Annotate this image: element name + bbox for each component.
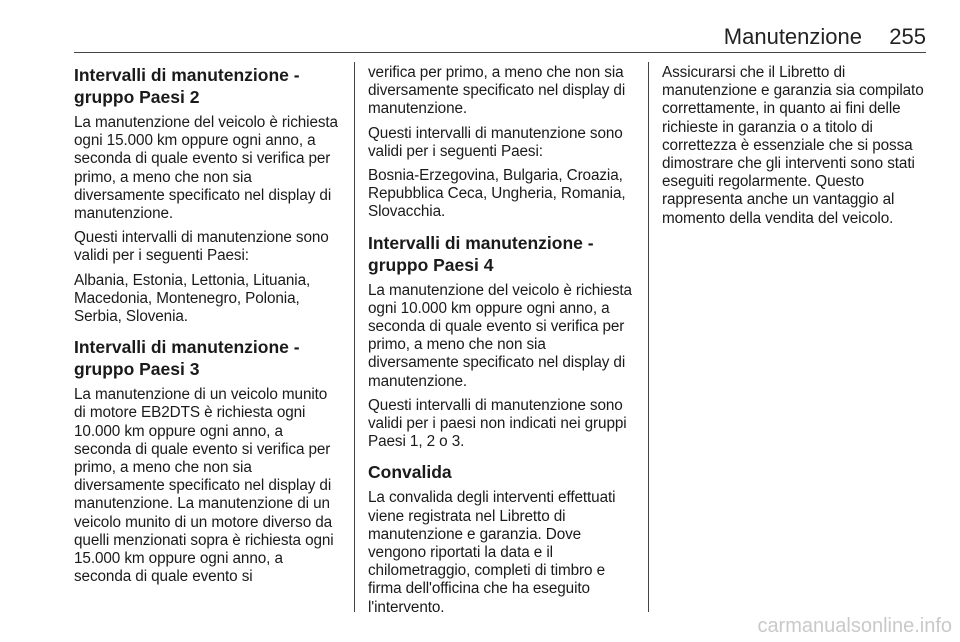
paragraph: La manutenzione del veicolo è richiesta ogni 15.000 km oppure ogni anno, a seconda di quale evento si verifica per primo, a meno che non sia diversamente specificato nel display di manutenzione. bbox=[74, 114, 338, 223]
paragraph: Questi intervalli di manutenzione sono validi per i paesi non indicati nei gruppi Paesi 1, 2 o 3. bbox=[368, 396, 627, 451]
paragraph: verifica per primo, a meno che non sia diversamente specificato nel display di manutenzione. bbox=[368, 64, 626, 118]
watermark: carmanualsonline.info bbox=[757, 615, 952, 637]
heading-gruppo-paesi-2: Intervalli di manutenzione - gruppo Paesi 2 bbox=[74, 65, 300, 107]
page-header bbox=[74, 24, 926, 53]
column-1 bbox=[74, 64, 342, 592]
section-title: Manutenzione bbox=[723, 24, 862, 49]
paragraph: Albania, Estonia, Lettonia, Lituania, Macedonia, Montenegro, Polonia, Serbia, Slovenia. bbox=[74, 271, 311, 326]
column-3 bbox=[662, 64, 930, 234]
paragraph: Questi intervalli di manutenzione sono validi per i seguenti Paesi: bbox=[368, 124, 623, 160]
paragraph: La convalida degli interventi effettuati viene registrata nel Libretto di manutenzione e garanzia. Dove vengono riportati la data e il chilometraggio, completi di timbro e firma dell'officina che ha eseguito l'intervento. bbox=[368, 489, 616, 616]
column-divider bbox=[648, 62, 649, 612]
heading-gruppo-paesi-3: Intervalli di manutenzione - gruppo Paesi 3 bbox=[74, 337, 300, 380]
heading-convalida: Convalida bbox=[368, 462, 452, 483]
paragraph: La manutenzione del veicolo è richiesta ogni 10.000 km oppure ogni anno, a seconda di quale evento si verifica per primo, a meno che non sia diversamente specificato nel display di manutenzione. bbox=[368, 281, 632, 390]
paragraph: La manutenzione di un veicolo munito di motore EB2DTS è richiesta ogni 10.000 km oppure ogni anno, a seconda di quale evento si verifica per primo, a meno che non sia diversamente specificato nel display di manutenzione. La manutenzione di un veicolo munito di un motore diverso da quelli menzionati sopra è richiesta ogni 15.000 km oppure ogni anno, a seconda di quale evento si bbox=[74, 386, 334, 586]
paragraph: Assicurarsi che il Libretto di manutenzione e garanzia sia compilato correttamente, in quanto ai fini delle richieste in garanzia o a titolo di correttezza è essenziale che si possa dimostrare che gli interventi sono stati eseguiti regolarmente. Questo rappresenta anche un vantaggio al momento della vendita del veicolo. bbox=[662, 64, 924, 227]
column-2 bbox=[368, 64, 636, 623]
paragraph: Bosnia-Erzegovina, Bulgaria, Croazia, Repubblica Ceca, Ungheria, Romania, Slovacchia. bbox=[368, 167, 626, 221]
page-number: 255 bbox=[889, 24, 926, 49]
column-divider bbox=[354, 62, 355, 612]
heading-gruppo-paesi-4: Intervalli di manutenzione - gruppo Paesi 4 bbox=[368, 232, 594, 275]
paragraph: Questi intervalli di manutenzione sono validi per i seguenti Paesi: bbox=[74, 229, 329, 265]
